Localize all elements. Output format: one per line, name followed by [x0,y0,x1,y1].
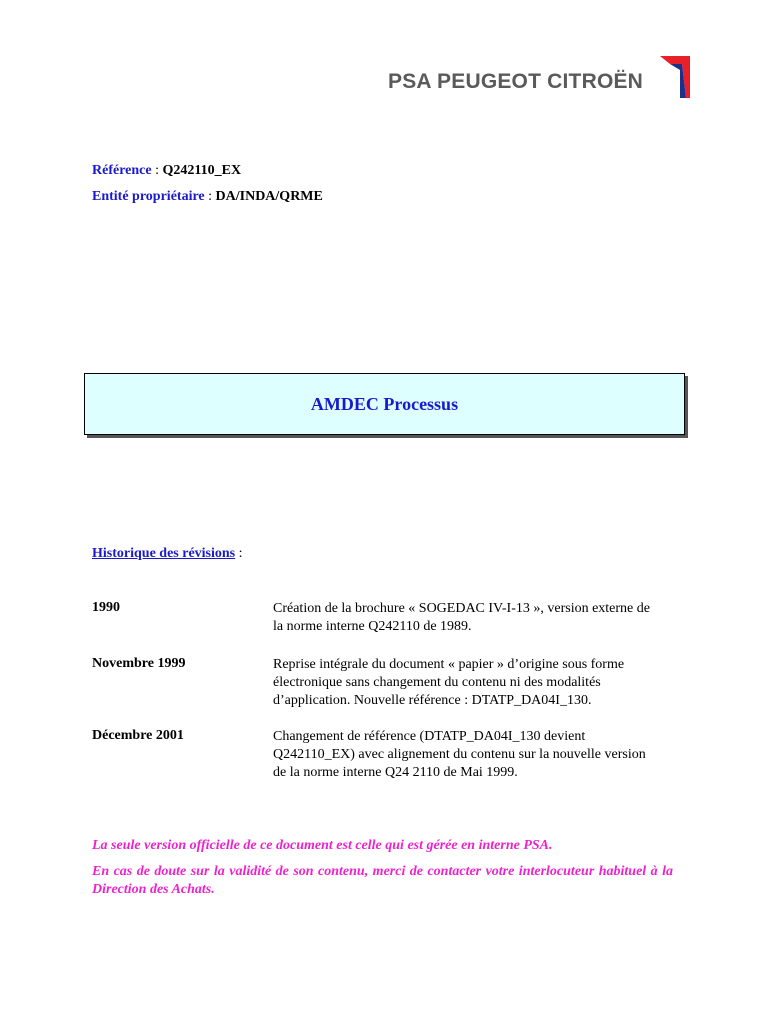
history-heading-colon: : [235,546,243,561]
revision-description [273,728,683,782]
revision-description [273,656,683,710]
official-version-notice: La seule version officielle de ce document est celle qui est gérée en interne PSA. [92,838,553,853]
history-heading [92,546,243,562]
logo-text: PSA PEUGEOT CITROËN [388,70,644,93]
revision-date: Novembre 1999 [92,656,186,671]
revision-line: Reprise intégrale du document « papier » d’origine sous forme [273,657,625,672]
psa-logo [386,54,692,100]
document-title: AMDEC Processus [310,393,459,414]
revision-line: d’application. Nouvelle référence : DTATP_DA04I_130. [273,693,592,708]
revision-line: Création de la brochure « SOGEDAC IV-I-13 », version externe de [273,601,650,616]
entity-value: DA/INDA/QRME [215,189,323,204]
contact-notice: En cas de doute sur la validité de son contenu, merci de contacter votre interlocuteur habituel à la Direction des Achats. [92,864,673,897]
psa-flag-icon [660,54,692,100]
revision-description [273,600,683,636]
entity-line [92,189,323,205]
entity-label: Entité propriétaire [92,189,205,204]
title-box [84,373,685,435]
reference-separator: : [151,163,163,178]
revision-date: Décembre 2001 [92,728,184,743]
reference-value: Q242110_EX [162,163,242,178]
history-heading-text: Historique des révisions [92,546,236,561]
revision-date: 1990 [92,600,120,615]
revision-line: Changement de référence (DTATP_DA04I_130 devient [273,729,586,744]
reference-line [92,163,241,179]
revision-line: de la norme interne Q24 2110 de Mai 1999. [273,765,518,780]
revision-line: électronique sans changement du contenu ni des modalités [273,675,601,690]
revision-line: Q242110_EX) avec alignement du contenu sur la nouvelle version [273,747,646,762]
reference-label: Référence [92,163,152,178]
revision-line: la norme interne Q242110 de 1989. [273,619,472,634]
entity-separator: : [204,189,216,204]
